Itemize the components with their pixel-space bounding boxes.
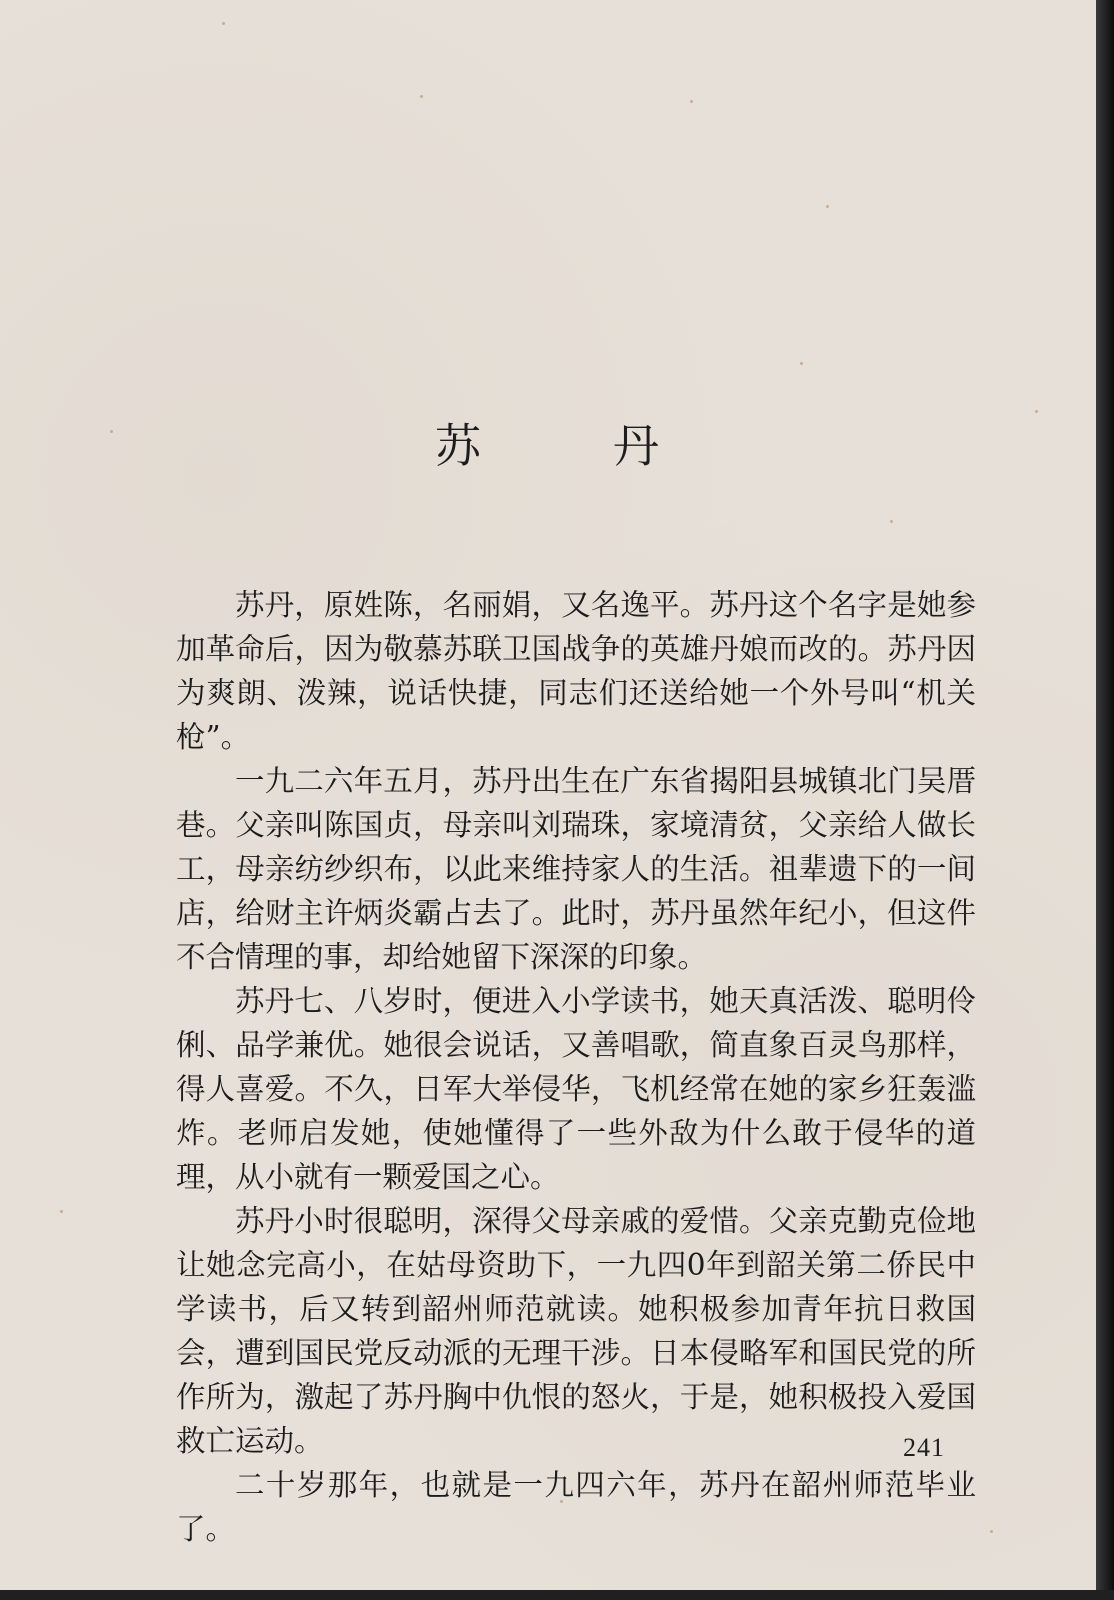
paper-speck	[890, 520, 893, 523]
paper-speck	[420, 95, 423, 98]
title-char-1: 苏	[435, 419, 483, 473]
page-number: 241	[903, 1433, 945, 1462]
scan-edge-right	[1096, 0, 1114, 1600]
paragraph-1: 苏丹，原姓陈，名丽娟，又名逸平。苏丹这个名字是她参加革命后，因为敬慕苏联卫国战争的英雄丹娘而改的。苏丹因为爽朗、泼辣，说话快捷，同志们还送给她一个外号叫“机关枪”。	[176, 588, 976, 754]
paper-speck	[800, 362, 803, 365]
paper-speck	[690, 100, 693, 103]
body-text	[176, 583, 976, 1551]
chapter-title	[0, 410, 1096, 476]
paragraph-2: 一九二六年五月，苏丹出生在广东省揭阳县城镇北门吴厝巷。父亲叫陈国贞，母亲叫刘瑞珠，家境清贫，父亲给人做长工，母亲纺纱织布，以此来维持家人的生活。祖辈遗下的一间店，给财主许炳炎霸占去了。此时，苏丹虽然年纪小，但这件不合情理的事，却给她留下深深的印象。	[176, 764, 976, 974]
paragraph-3: 苏丹七、八岁时，便进入小学读书，她天真活泼、聪明伶俐、品学兼优。她很会说话，又善唱歌，简直象百灵鸟那样，得人喜爱。不久，日军大举侵华，飞机经常在她的家乡狂轰滥炸。老师启发她，使她懂得了一些外敌为什么敢于侵华的道理，从小就有一颗爱国之心。	[176, 984, 976, 1194]
paper-speck	[222, 22, 225, 25]
title-char-2: 丹	[613, 419, 661, 473]
paper-speck	[60, 1210, 63, 1213]
paper-speck	[826, 205, 829, 208]
paper-speck	[990, 1530, 993, 1533]
paragraph-5: 二十岁那年，也就是一九四六年，苏丹在韶州师范毕业了。	[176, 1468, 976, 1546]
paragraph-4: 苏丹小时很聪明，深得父母亲戚的爱惜。父亲克勤克俭地让她念完高小，在姑母资助下，一九四0年到韶关第二侨民中学读书，后又转到韶州师范就读。她积极参加青年抗日救国会，遭到国民党反动派的无理干涉。日本侵略军和国民党的所作所为，激起了苏丹胸中仇恨的怒火，于是，她积极投入爱国救亡运动。	[176, 1204, 976, 1458]
scan-edge-bottom	[0, 1590, 1114, 1600]
